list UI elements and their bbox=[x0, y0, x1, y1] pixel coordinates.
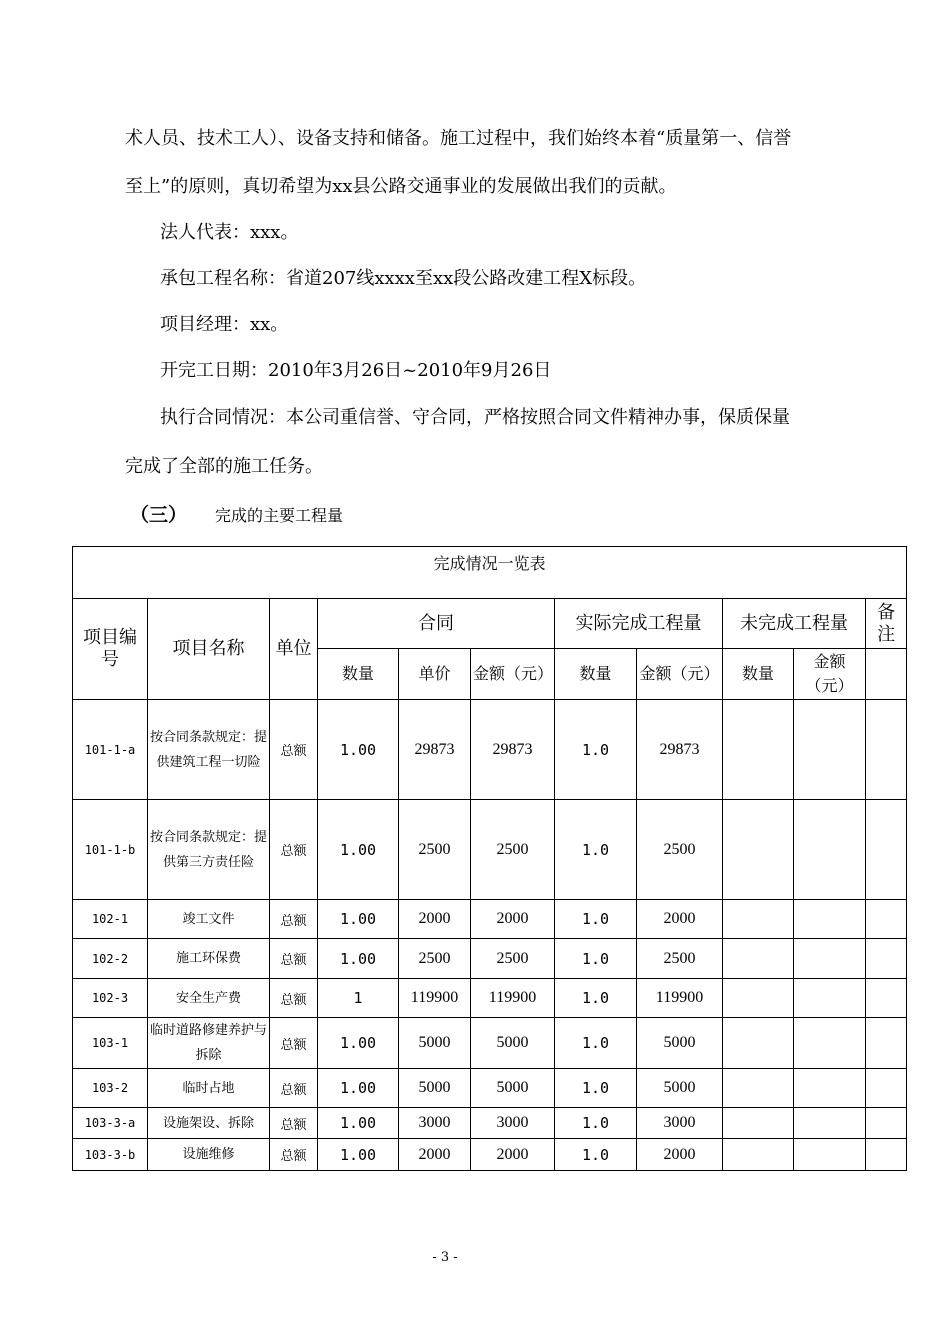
row-actual-qty: 1.0 bbox=[555, 939, 637, 979]
row-actual-qty: 1.0 bbox=[555, 1139, 637, 1171]
row-remark bbox=[866, 979, 907, 1018]
row-contract-price: 2000 bbox=[399, 900, 471, 939]
row-actual-qty: 1.0 bbox=[555, 800, 637, 900]
table-row bbox=[73, 800, 907, 900]
row-unfinished-qty bbox=[723, 979, 794, 1018]
row-remark bbox=[866, 1108, 907, 1139]
table-row bbox=[73, 979, 907, 1018]
table-caption: 完成情况一览表 bbox=[73, 547, 907, 599]
row-unit: 总额 bbox=[270, 900, 318, 939]
row-contract-amount: 29873 bbox=[471, 700, 555, 800]
row-remark bbox=[866, 900, 907, 939]
table-row bbox=[73, 1108, 907, 1139]
row-code: 102-2 bbox=[73, 939, 148, 979]
row-contract-price: 5000 bbox=[399, 1069, 471, 1108]
row-unfinished-qty bbox=[723, 1018, 794, 1069]
header-contract: 合同 bbox=[318, 599, 555, 649]
table-row bbox=[73, 1069, 907, 1108]
row-contract-amount: 2500 bbox=[471, 800, 555, 900]
row-unit: 总额 bbox=[270, 1108, 318, 1139]
row-code: 102-1 bbox=[73, 900, 148, 939]
row-actual-qty: 1.0 bbox=[555, 700, 637, 800]
row-unfinished-amount bbox=[794, 939, 866, 979]
row-unit: 总额 bbox=[270, 939, 318, 979]
row-actual-qty: 1.0 bbox=[555, 1018, 637, 1069]
body-paragraph: 术人员、技术工人）、设备支持和储备。施工过程中，我们始终本着“质量第一、信誉 bbox=[125, 128, 792, 149]
row-contract-price: 2500 bbox=[399, 800, 471, 900]
row-name: 设施维修 bbox=[148, 1139, 270, 1171]
header-contract-price: 单价 bbox=[399, 649, 471, 700]
row-unfinished-amount bbox=[794, 979, 866, 1018]
row-contract-price: 2500 bbox=[399, 939, 471, 979]
header-contract-amount: 金额（元） bbox=[471, 649, 555, 700]
row-unit: 总额 bbox=[270, 800, 318, 900]
header-unfinished-qty: 数量 bbox=[723, 649, 794, 700]
row-actual-amount: 2000 bbox=[637, 900, 723, 939]
row-contract-qty: 1.00 bbox=[318, 700, 399, 800]
row-contract-qty: 1 bbox=[318, 979, 399, 1018]
header-name: 项目名称 bbox=[148, 599, 270, 700]
row-unit: 总额 bbox=[270, 1069, 318, 1108]
row-unfinished-qty bbox=[723, 939, 794, 979]
row-contract-qty: 1.00 bbox=[318, 900, 399, 939]
row-actual-qty: 1.0 bbox=[555, 979, 637, 1018]
header-unit: 单位 bbox=[270, 599, 318, 700]
row-unfinished-qty bbox=[723, 1139, 794, 1171]
row-contract-qty: 1.00 bbox=[318, 1108, 399, 1139]
row-unfinished-qty bbox=[723, 1069, 794, 1108]
row-unfinished-qty bbox=[723, 800, 794, 900]
row-name: 按合同条款规定：提供建筑工程一切险 bbox=[148, 700, 270, 800]
header-unfinished-amount: 金额（元） bbox=[794, 649, 866, 700]
row-actual-amount: 29873 bbox=[637, 700, 723, 800]
row-name: 设施架设、拆除 bbox=[148, 1108, 270, 1139]
row-unfinished-amount bbox=[794, 1069, 866, 1108]
row-contract-qty: 1.00 bbox=[318, 1069, 399, 1108]
row-contract-amount: 3000 bbox=[471, 1108, 555, 1139]
row-remark bbox=[866, 1018, 907, 1069]
header-actual-qty: 数量 bbox=[555, 649, 637, 700]
row-actual-amount: 119900 bbox=[637, 979, 723, 1018]
row-code: 101-1-b bbox=[73, 800, 148, 900]
row-contract-amount: 119900 bbox=[471, 979, 555, 1018]
table-row bbox=[73, 700, 907, 800]
row-actual-qty: 1.0 bbox=[555, 1069, 637, 1108]
row-actual-amount: 2500 bbox=[637, 939, 723, 979]
row-unfinished-amount bbox=[794, 1108, 866, 1139]
completion-table bbox=[72, 546, 907, 1171]
row-remark bbox=[866, 939, 907, 979]
row-contract-amount: 5000 bbox=[471, 1018, 555, 1069]
body-paragraph: 至上”的原则，真切希望为xx县公路交通事业的发展做出我们的贡献。 bbox=[125, 176, 677, 197]
header-unfinished: 未完成工程量 bbox=[723, 599, 866, 649]
row-unfinished-amount bbox=[794, 1139, 866, 1171]
row-contract-price: 2000 bbox=[399, 1139, 471, 1171]
row-unfinished-amount bbox=[794, 1018, 866, 1069]
row-actual-qty: 1.0 bbox=[555, 1108, 637, 1139]
row-remark bbox=[866, 1069, 907, 1108]
row-code: 102-3 bbox=[73, 979, 148, 1018]
header-remark: 备注 bbox=[866, 599, 907, 649]
header-actual: 实际完成工程量 bbox=[555, 599, 723, 649]
row-actual-amount: 5000 bbox=[637, 1069, 723, 1108]
row-actual-amount: 5000 bbox=[637, 1018, 723, 1069]
header-contract-qty: 数量 bbox=[318, 649, 399, 700]
section-number: （三） bbox=[130, 504, 188, 526]
row-name: 施工环保费 bbox=[148, 939, 270, 979]
row-contract-amount: 5000 bbox=[471, 1069, 555, 1108]
header-code: 项目编号 bbox=[73, 599, 148, 700]
header-remark-blank bbox=[866, 649, 907, 700]
row-actual-amount: 2000 bbox=[637, 1139, 723, 1171]
row-unit: 总额 bbox=[270, 1139, 318, 1171]
table-row bbox=[73, 939, 907, 979]
row-actual-amount: 3000 bbox=[637, 1108, 723, 1139]
row-contract-price: 119900 bbox=[399, 979, 471, 1018]
row-remark bbox=[866, 800, 907, 900]
row-name: 临时道路修建养护与拆除 bbox=[148, 1018, 270, 1069]
row-contract-amount: 2500 bbox=[471, 939, 555, 979]
row-name: 按合同条款规定：提供第三方责任险 bbox=[148, 800, 270, 900]
row-unfinished-amount bbox=[794, 800, 866, 900]
row-code: 103-3-a bbox=[73, 1108, 148, 1139]
row-unfinished-amount bbox=[794, 700, 866, 800]
row-name: 安全生产费 bbox=[148, 979, 270, 1018]
row-contract-amount: 2000 bbox=[471, 900, 555, 939]
row-actual-qty: 1.0 bbox=[555, 900, 637, 939]
row-unfinished-qty bbox=[723, 1108, 794, 1139]
row-name: 竣工文件 bbox=[148, 900, 270, 939]
row-actual-amount: 2500 bbox=[637, 800, 723, 900]
row-unfinished-qty bbox=[723, 900, 794, 939]
row-remark bbox=[866, 700, 907, 800]
row-code: 103-1 bbox=[73, 1018, 148, 1069]
table-row bbox=[73, 1139, 907, 1171]
row-unfinished-qty bbox=[723, 700, 794, 800]
row-contract-qty: 1.00 bbox=[318, 939, 399, 979]
row-contract-qty: 1.00 bbox=[318, 800, 399, 900]
row-contract-price: 5000 bbox=[399, 1018, 471, 1069]
body-paragraph: 承包工程名称：省道207线xxxx至xx段公路改建工程X标段。 bbox=[160, 268, 647, 289]
row-unfinished-amount bbox=[794, 900, 866, 939]
table-row bbox=[73, 1018, 907, 1069]
row-name: 临时占地 bbox=[148, 1069, 270, 1108]
row-code: 103-2 bbox=[73, 1069, 148, 1108]
section-title: 完成的主要工程量 bbox=[215, 506, 344, 525]
row-unit: 总额 bbox=[270, 1018, 318, 1069]
row-unit: 总额 bbox=[270, 979, 318, 1018]
body-paragraph: 项目经理：xx。 bbox=[160, 314, 289, 335]
body-paragraph: 法人代表：xxx。 bbox=[160, 222, 299, 243]
row-contract-qty: 1.00 bbox=[318, 1018, 399, 1069]
row-remark bbox=[866, 1139, 907, 1171]
row-unit: 总额 bbox=[270, 700, 318, 800]
table-row bbox=[73, 900, 907, 939]
row-contract-qty: 1.00 bbox=[318, 1139, 399, 1171]
row-contract-price: 3000 bbox=[399, 1108, 471, 1139]
body-paragraph: 开完工日期：2010年3月26日~2010年9月26日 bbox=[160, 360, 552, 381]
row-code: 103-3-b bbox=[73, 1139, 148, 1171]
body-paragraph: 完成了全部的施工任务。 bbox=[125, 456, 323, 477]
header-actual-amount: 金额（元） bbox=[637, 649, 723, 700]
page-number: - 3 - bbox=[432, 1250, 458, 1265]
row-contract-amount: 2000 bbox=[471, 1139, 555, 1171]
row-contract-price: 29873 bbox=[399, 700, 471, 800]
row-code: 101-1-a bbox=[73, 700, 148, 800]
body-paragraph: 执行合同情况：本公司重信誉、守合同，严格按照合同文件精神办事，保质保量 bbox=[160, 407, 790, 428]
